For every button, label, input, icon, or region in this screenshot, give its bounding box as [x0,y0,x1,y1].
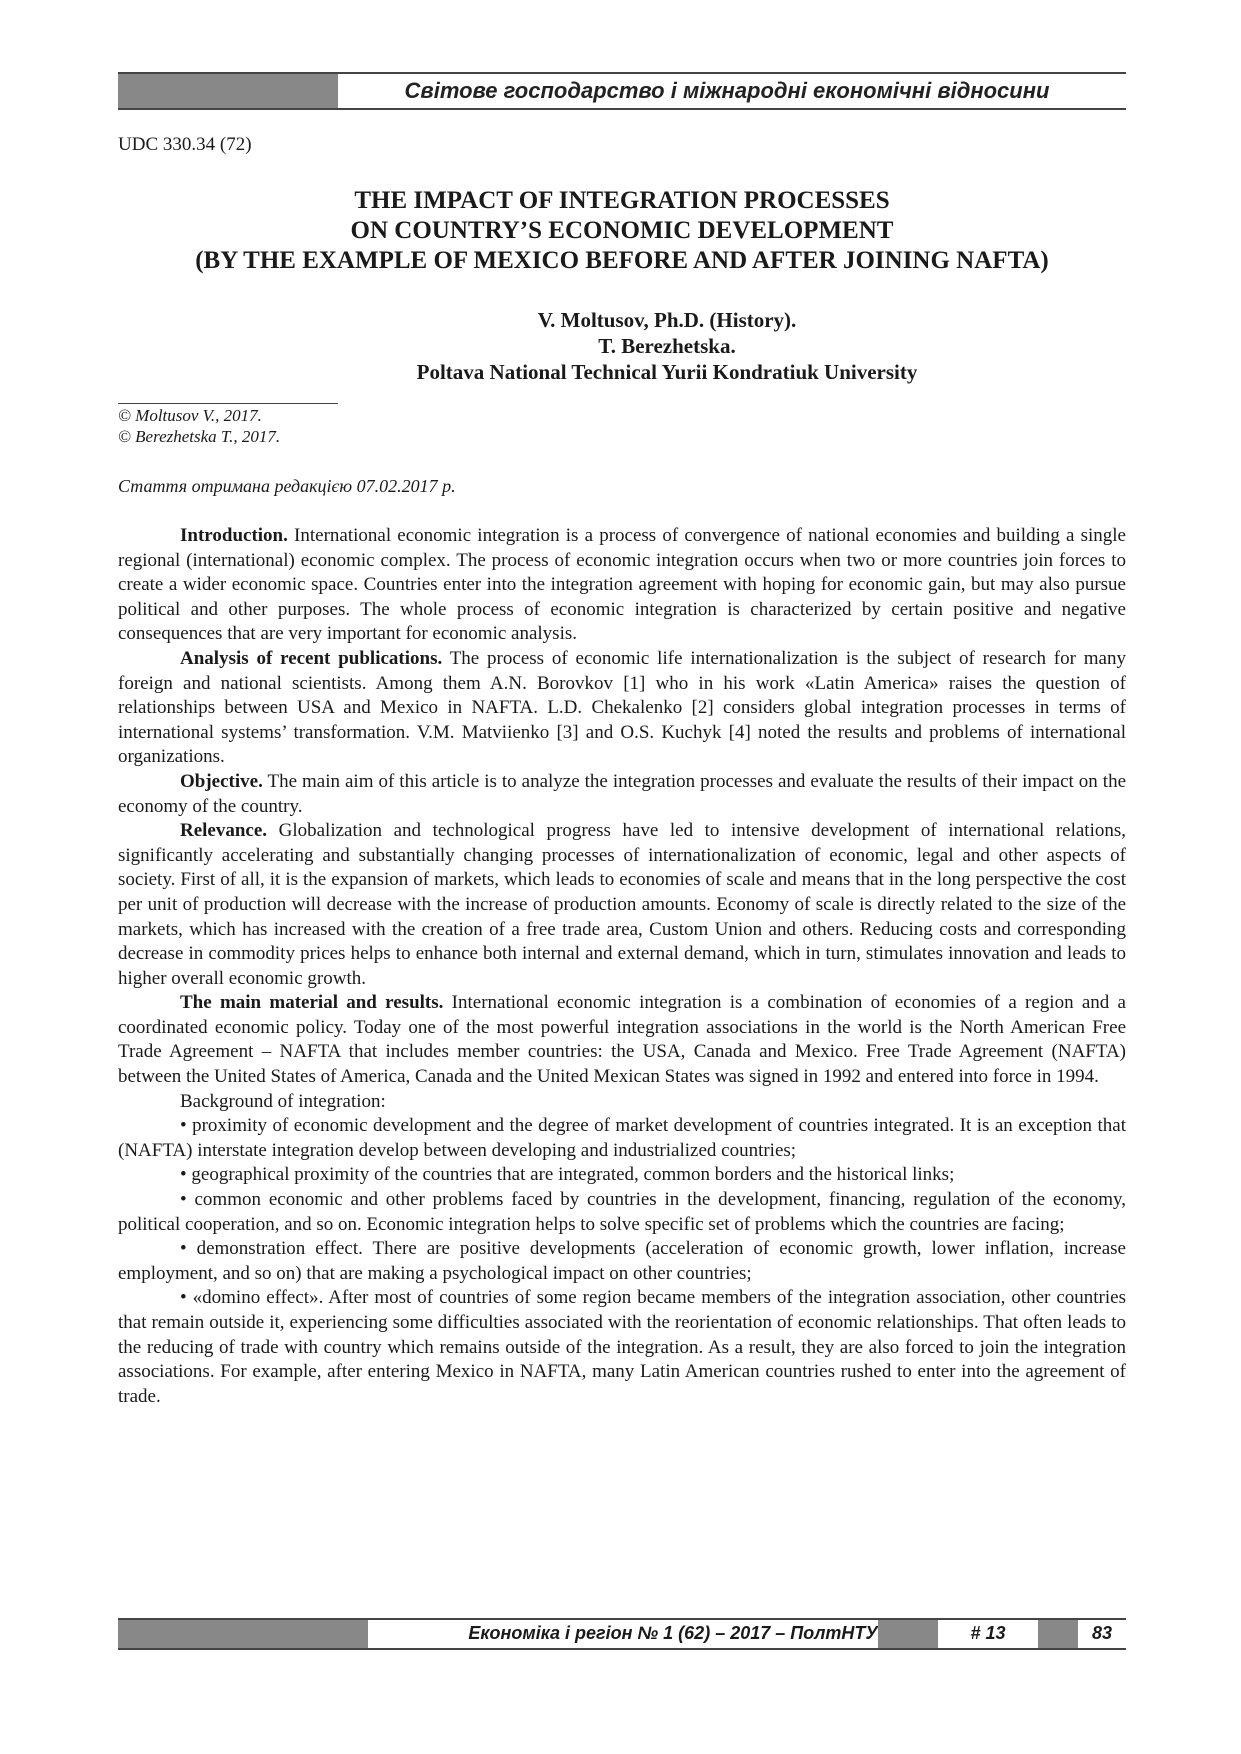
paragraph-introduction [118,524,1126,647]
heading-introduction: Introduction. [180,525,288,546]
bullet-item-2: • geographical proximity of the countries that are integrated, common borders and the historical links; [180,1164,955,1186]
footer-gray-band-mid [878,1620,938,1648]
header-gray-band [118,74,338,108]
text-introduction: International economic integration is a process of convergence of national economies and building a single regional (international) economic complex. The process of economic integration occurs when two or more countries join forces to create a wider economic space. Countries enter into the integration agreement with hoping for economic gain, but may also pursue political and other purposes. The whole process of economic integration is characterized by certain positive and negative consequences that are very important for economic analysis. [118,525,1126,645]
affiliation: Poltava National Technical Yurii Kondratiuk University [416,360,918,384]
article-title [118,186,1126,276]
running-header [118,72,1126,110]
bullet-item-3: • common economic and other problems faced by countries in the development, financing, regulation of the economy, political cooperation, and so on. Economic integration helps to solve specific set of problems which the countries are facing; [118,1189,1126,1235]
text-main-material: International economic integration is a combination of economies of a region and a coordinated economic policy. Today one of the most powerful integration associations in the world is the North American Free Trade Agreement – NAFTA that includes member countries: the USA, Canada and Mexico. Free Trade Agreement (NAFTA) between the United States of America, Canada and the United Mexican States was signed in 1992 and entered into force in 1994. [118,992,1126,1088]
authors-block [118,307,1126,385]
title-line-3: (BY THE EXAMPLE OF MEXICO BEFORE AND AFTER JOINING NAFTA) [195,247,1049,274]
paragraph-background: Background of integration: [180,1090,386,1112]
footer-issue: # 13 [970,1623,1006,1643]
footer-gray-band-right [1038,1620,1078,1648]
received-date: Стаття отримана редакцією 07.02.2017 р. [118,476,456,496]
copyright-line-2: © Berezhetska T., 2017. [118,427,281,446]
copyright-divider [118,403,338,404]
text-relevance: Globalization and technological progress have led to intensive development of international relations, significantly accelerating and substantially changing processes of internationalization of economic, legal and other aspects of society. First of all, it is the expansion of markets, which leads to economies of scale and means that in the long perspective the cost per unit of production will decrease with the increase of production amounts. Economy of scale is directly related to the size of the markets, which has increased with the creation of a free trade area, Custom Union and others. Reducing costs and corresponding decrease in commodity prices helps to enhance both internal and external demand, which in turn, stimulates innovation and leads to higher overall economic growth. [118,820,1126,989]
title-line-2: ON COUNTRY’S ECONOMIC DEVELOPMENT [350,217,894,244]
heading-main-material: The main material and results. [180,992,444,1014]
text-analysis: The process of economic life internationalization is the subject of research for many foreign and national scientists. Among them A.N. Borovkov [1] who in his work «Latin America» raises the question of relationships between USA and Mexico in NAFTA. L.D. Chekalenko [2] considers global integration processes in terms of international systems’ transformation. V.M. Matviienko [3] and O.S. Kuchyk [4] noted the results and problems of international organizations. [118,647,1126,768]
footer-gray-band-left [118,1620,368,1648]
page-number: 83 [1091,1623,1113,1643]
running-title: Світове господарство і міжнародні економічні відносини [404,78,1050,103]
paragraph-relevance [118,819,1126,991]
article-body [118,524,1126,1409]
author-2: T. Berezhetska. [598,334,736,358]
copyright-line-1: © Moltusov V., 2017. [118,406,262,425]
paragraph-objective [118,770,1126,819]
heading-relevance: Relevance. [180,820,268,842]
bullet-item-1: • proximity of economic development and the degree of market development of countries integrated. It is an exception that (NAFTA) interstate integration develop between developing and industrialized countries; [118,1115,1126,1161]
paragraph-analysis [118,647,1126,770]
heading-objective: Objective. [180,770,263,792]
heading-analysis: Analysis of recent publications. [180,647,443,669]
footer-journal: Економіка і регіон № 1 (62) – 2017 – ПолтНТУ [468,1623,878,1643]
udc-code: UDC 330.34 (72) [118,134,252,155]
author-1: V. Moltusov, Ph.D. (History). [537,308,797,332]
bullet-item-4: • demonstration effect. There are positive developments (acceleration of economic growth, lower inflation, increase employment, and so on) that are making a psychological impact on other countries; [118,1238,1126,1284]
title-line-1: THE IMPACT OF INTEGRATION PROCESSES [354,187,890,214]
running-footer [118,1618,1126,1650]
text-objective: The main aim of this article is to analyze the integration processes and evaluate the results of their impact on the economy of the country. [118,770,1126,817]
paragraph-main-material [118,991,1126,1089]
copyright-block [118,405,280,447]
bullet-item-5: • «domino effect». After most of countries of some region became members of the integration association, other countries that remain outside it, experiencing some difficulties associated with the reorientation of economic relationships. That often leads to the reducing of trade with country which remains outside of the integration. As a result, they are also forced to join the integration associations. For example, after entering Mexico in NAFTA, many Latin American countries rushed to enter into the agreement of trade. [118,1287,1126,1407]
